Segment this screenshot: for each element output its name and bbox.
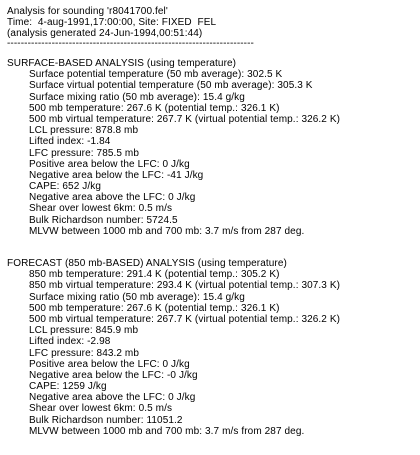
surface-line: Surface mixing ratio (50 mb average): 15.4 g/kg: [29, 91, 245, 103]
forecast-line: LCL pressure: 845.9 mb: [29, 325, 139, 337]
surface-line: Lifted index: -1.84: [29, 136, 111, 148]
forecast-line: Bulk Richardson number: 11051.2: [29, 414, 183, 426]
surface-line: Surface virtual potential temperature (50 mb average): 305.3 K: [29, 80, 313, 92]
forecast-line: Shear over lowest 6km: 0.5 m/s: [29, 403, 173, 415]
surface-line: MLVW between 1000 mb and 700 mb: 3.7 m/s from 287 deg.: [29, 225, 305, 237]
analysis-generated-time: (analysis generated 24-Jun-1994,00:51:44): [7, 28, 203, 40]
forecast-line: Lifted index: -2.98: [29, 336, 111, 348]
forecast-analysis-section: [7, 258, 340, 437]
forecast-line: Positive area below the LFC: 0 J/kg: [29, 358, 190, 370]
forecast-line: Negative area above the LFC: 0 J/kg: [29, 392, 196, 404]
forecast-line: Surface mixing ratio (50 mb average): 15.4 g/kg: [29, 291, 245, 303]
surface-line: Negative area above the LFC: 0 J/kg: [29, 192, 196, 204]
surface-line: LCL pressure: 878.8 mb: [29, 125, 139, 137]
forecast-line: 500 mb temperature: 267.6 K (potential temp.: 326.1 K): [29, 302, 280, 314]
forecast-line: CAPE: 1259 J/kg: [29, 381, 107, 393]
sounding-title: Analysis for sounding 'r8041700.fel': [7, 6, 168, 17]
forecast-line: MLVW between 1000 mb and 700 mb: 3.7 m/s from 287 deg.: [29, 425, 305, 437]
surface-line: Bulk Richardson number: 5724.5: [29, 214, 178, 226]
header-divider: ------------------------------------------------------------------------: [7, 39, 254, 49]
surface-line: CAPE: 652 J/kg: [29, 181, 101, 193]
forecast-line: 850 mb virtual temperature: 293.4 K (virtual potential temp.: 307.3 K): [29, 280, 341, 292]
surface-line: 500 mb virtual temperature: 267.7 K (virtual potential temp.: 326.2 K): [29, 113, 341, 125]
surface-line: Surface potential temperature (50 mb average): 302.5 K: [29, 69, 283, 81]
surface-line: 500 mb temperature: 267.6 K (potential temp.: 326.1 K): [29, 102, 280, 114]
sounding-time-site: Time: 4-aug-1991,17:00:00, Site: FIXED FEL: [7, 17, 217, 29]
surface-line: LFC pressure: 785.5 mb: [29, 147, 140, 159]
surface-line: Negative area below the LFC: -41 J/kg: [29, 169, 204, 181]
forecast-section-title: FORECAST (850 mb-BASED) ANALYSIS (using temperature): [7, 258, 287, 269]
report-header: [7, 6, 254, 50]
forecast-line: LFC pressure: 843.2 mb: [29, 347, 140, 359]
surface-analysis-section: [7, 58, 340, 237]
surface-line: Positive area below the LFC: 0 J/kg: [29, 158, 190, 170]
surface-line: Shear over lowest 6km: 0.5 m/s: [29, 203, 173, 215]
surface-section-title: SURFACE-BASED ANALYSIS (using temperature): [7, 58, 237, 69]
forecast-line: Negative area below the LFC: -0 J/kg: [29, 369, 198, 381]
forecast-line: 850 mb temperature: 291.4 K (potential temp.: 305.2 K): [29, 269, 280, 281]
forecast-line: 500 mb virtual temperature: 267.7 K (virtual potential temp.: 326.2 K): [29, 313, 341, 325]
